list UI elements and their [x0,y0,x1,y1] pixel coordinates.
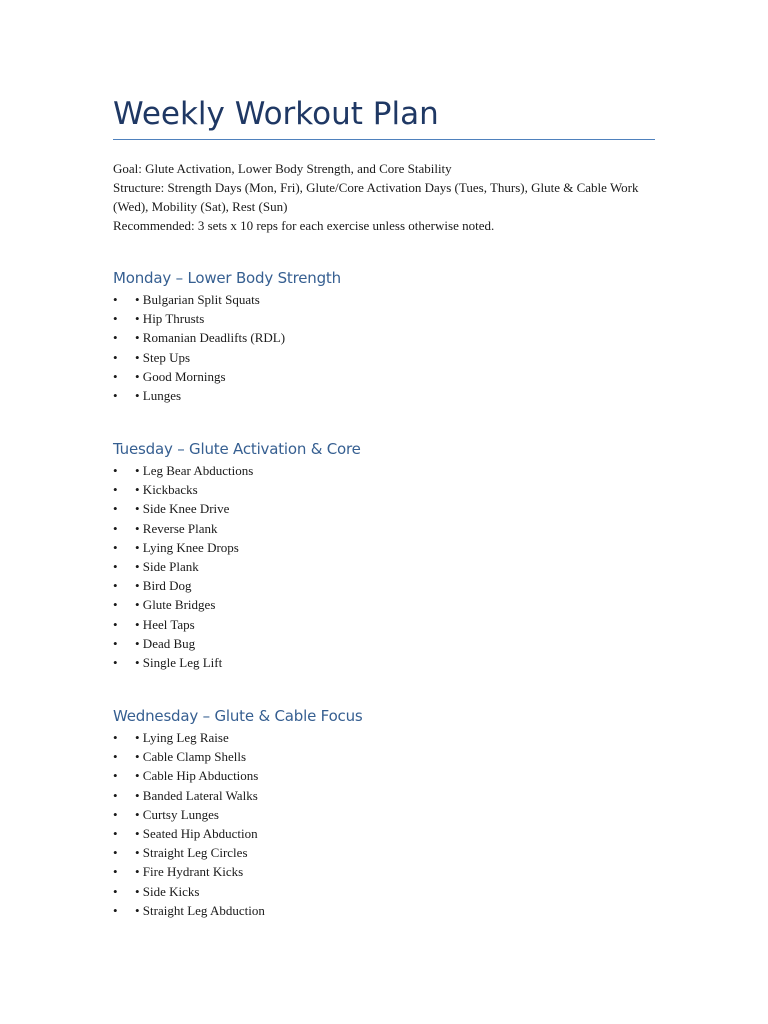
bullet-icon: • [113,730,118,745]
list-item [113,728,655,747]
intro-recommended: Recommended: 3 sets x 10 reps for each exercise unless otherwise noted. [113,218,495,233]
list-item [113,786,655,805]
bullet-icon: • [113,482,118,498]
exercise-label: • Glute Bridges [135,597,216,613]
bullet-icon: • [113,749,118,765]
intro-block [113,159,655,235]
exercise-label: • Lying Knee Drops [135,539,239,555]
bullet-icon: • [113,825,118,841]
exercise-label: • Leg Bear Abductions [135,463,254,478]
bullet-icon: • [113,387,118,403]
exercise-label: • Curtsy Lunges [135,806,219,822]
list-item [113,901,655,920]
exercise-list [113,461,655,672]
list-item [113,615,655,634]
bullet-icon: • [113,806,118,822]
exercise-label: • Good Mornings [135,368,226,384]
list-item [113,538,655,557]
section-heading: Monday – Lower Body Strength [113,269,341,287]
exercise-list [113,290,655,405]
list-item [113,747,655,766]
bullet-icon: • [113,597,118,613]
bullet-icon: • [113,902,118,918]
bullet-icon: • [113,539,118,555]
exercise-label: • Heel Taps [135,616,195,632]
bullet-icon: • [113,292,118,307]
bullet-icon: • [113,311,118,327]
list-item [113,824,655,843]
exercise-label: • Dead Bug [135,635,196,651]
list-item [113,576,655,595]
exercise-label: • Cable Hip Abductions [135,768,259,784]
bullet-icon: • [113,616,118,632]
exercise-label: • Side Knee Drive [135,501,230,517]
exercise-label: • Banded Lateral Walks [135,787,258,803]
exercise-label: • Kickbacks [135,482,198,498]
bullet-icon: • [113,864,118,880]
list-item [113,843,655,862]
bullet-icon: • [113,787,118,803]
list-item [113,862,655,881]
exercise-list [113,728,655,920]
intro-goal: Goal: Glute Activation, Lower Body Strength, and Core Stability [113,161,452,176]
bullet-icon: • [113,463,118,478]
exercise-label: • Step Ups [135,349,191,365]
list-item [113,595,655,614]
section-tuesday [113,438,655,672]
bullet-icon: • [113,368,118,384]
list-item [113,653,655,672]
list-item [113,386,655,405]
bullet-icon: • [113,654,118,670]
exercise-label: • Romanian Deadlifts (RDL) [135,330,286,346]
list-item [113,461,655,480]
list-item [113,499,655,518]
list-item [113,328,655,347]
bullet-icon: • [113,578,118,594]
exercise-label: • Seated Hip Abduction [135,825,258,841]
exercise-label: • Bird Dog [135,578,192,594]
bullet-icon: • [113,330,118,346]
list-item [113,309,655,328]
list-item [113,348,655,367]
bullet-icon: • [113,520,118,536]
exercise-label: • Hip Thrusts [135,311,205,327]
bullet-icon: • [113,883,118,899]
bullet-icon: • [113,349,118,365]
list-item [113,805,655,824]
exercise-label: • Side Kicks [135,883,200,899]
list-item [113,290,655,309]
exercise-label: • Straight Leg Circles [135,845,248,861]
exercise-label: • Cable Clamp Shells [135,749,247,765]
list-item [113,766,655,785]
list-item [113,480,655,499]
bullet-icon: • [113,635,118,651]
section-wednesday [113,705,655,920]
bullet-icon: • [113,768,118,784]
exercise-label: • Straight Leg Abduction [135,902,265,918]
list-item [113,519,655,538]
exercise-label: • Reverse Plank [135,520,218,536]
exercise-label: • Fire Hydrant Kicks [135,864,244,880]
list-item [113,882,655,901]
exercise-label: • Bulgarian Split Squats [135,292,260,307]
title-divider [113,139,655,140]
exercise-label: • Lying Leg Raise [135,730,229,745]
list-item [113,367,655,386]
intro-structure: Structure: Strength Days (Mon, Fri), Glute/Core Activation Days (Tues, Thurs), Glute & Cable Work (Wed), Mobility (Sat), Rest (Sun) [113,180,639,214]
section-heading: Tuesday – Glute Activation & Core [113,440,361,458]
page-title: Weekly Workout Plan [113,96,439,132]
bullet-icon: • [113,501,118,517]
section-monday [113,267,655,405]
section-heading: Wednesday – Glute & Cable Focus [113,707,363,725]
bullet-icon: • [113,558,118,574]
list-item [113,634,655,653]
bullet-icon: • [113,845,118,861]
exercise-label: • Single Leg Lift [135,654,223,670]
exercise-label: • Lunges [135,387,182,403]
exercise-label: • Side Plank [135,558,199,574]
list-item [113,557,655,576]
